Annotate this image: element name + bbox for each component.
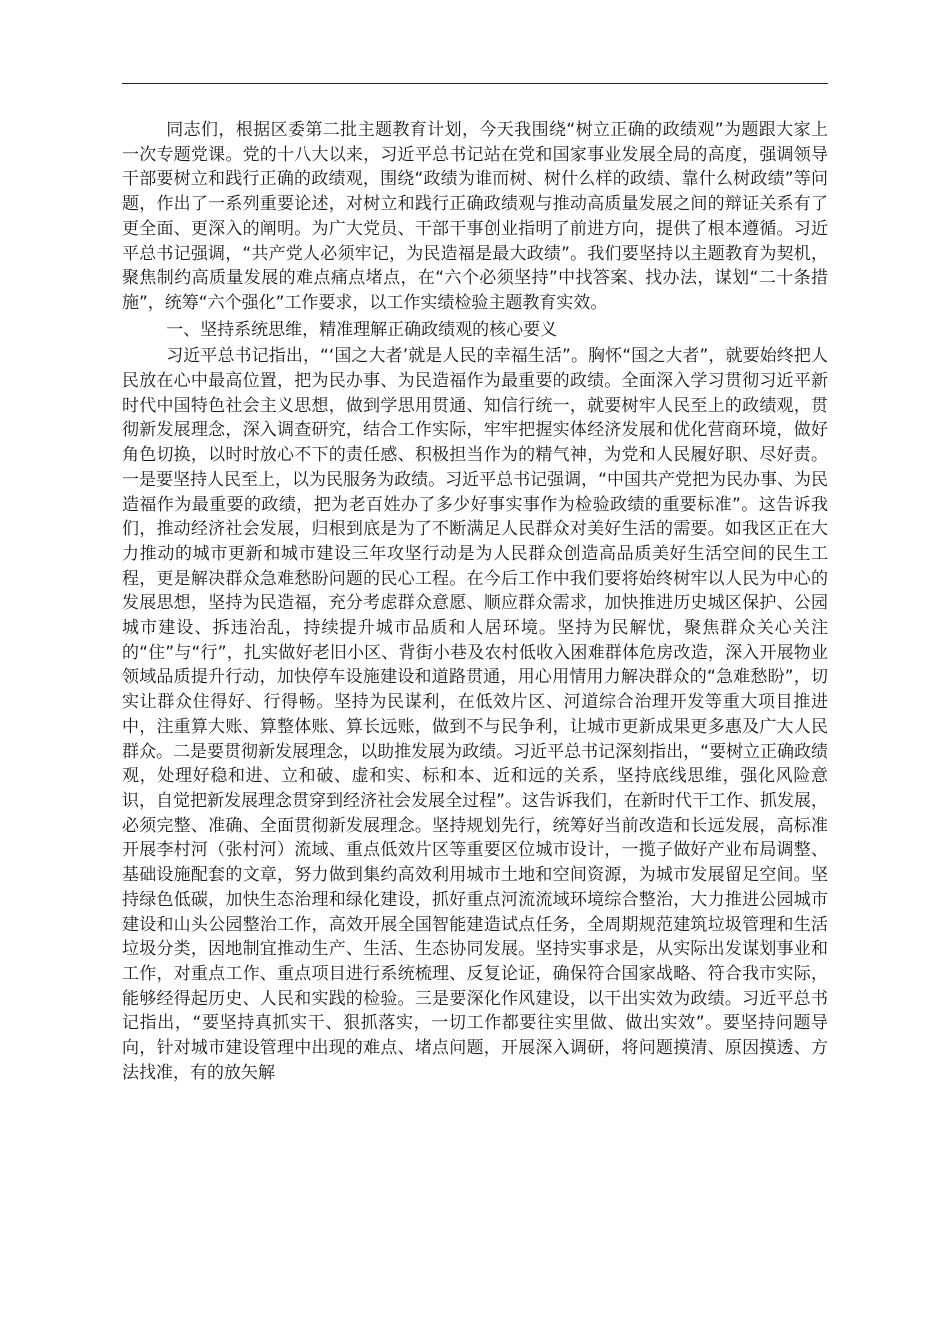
header-rule: [122, 83, 828, 84]
section-paragraph: 习近平总书记指出，“‘国之大者’就是人民的幸福生活”。胸怀“国之大者”，就要始终把人民放在心中最高位置，把为民办事、为民造福作为最重要的政绩。全面深入学习贯彻习近平新时代中国特色社会主义思想，做到学思用贯通、知信行统一，就要树牢人民至上的政绩观，贯彻新发展理念，深入调查研究，结合工作实际，牢牢把握实体经济发展和优化营商环境，做好角色切换，以时时放心不下的责任感、积极担当作为的精气神，为党和人民履好职、尽好责。一是要坚持人民至上，以为民服务为政绩。习近平总书记强调，“中国共产党把为民办事、为民造福作为最重要的政绩，把为老百姓办了多少好事实事作为检验政绩的重要标准”。这告诉我们，推动经济社会发展，归根到底是为了不断满足人民群众对美好生活的需要。如我区正在大力推动的城市更新和城市建设三年攻坚行动是为人民群众创造高品质美好生活空间的民生工程，更是解决群众急难愁盼问题的民心工程。在今后工作中我们要将始终树牢以人民为中心的发展思想，坚持为民造福，充分考虑群众意愿、顺应群众需求，加快推进历史城区保护、公园城市建设、拆违治乱，持续提升城市品质和人居环境。坚持为民解忧，聚焦群众关心关注的“住”与“行”，扎实做好老旧小区、背街小巷及农村低收入困难群体危房改造，深入开展物业领域品质提升行动，加快停车设施建设和道路贯通，用心用情用力解决群众的“急难愁盼”，切实让群众住得好、行得畅。坚持为民谋利，在低效片区、河道综合治理开发等重大项目推进中，注重算大账、算整体账、算长远账，做到不与民争利，让城市更新成果更多惠及广大人民群众。二是要贯彻新发展理念，以助推发展为政绩。习近平总书记深刻指出，“要树立正确政绩观，处理好稳和进、立和破、虚和实、标和本、近和远的关系，坚持底线思维，强化风险意识，自觉把新发展理念贯穿到经济社会发展全过程”。这告诉我们，在新时代干工作、抓发展，必须完整、准确、全面贯彻新发展理念。坚持规划先行，统筹好当前改造和长远发展，高标准开展李村河（张村河）流域、重点低效片区等重要区位城市设计，一揽子做好产业布局调整、基础设施配套的文章，努力做到集约高效利用城市土地和空间资源，为城市发展留足空间。坚持绿色低碳，加快生态治理和绿化建设，抓好重点河流流域环境综合整治，大力推进公园城市建设和山头公园整治工作，高效开展全国智能建造试点任务，全周期规范建筑垃圾管理和生活垃圾分类，因地制宜推动生产、生活、生态协同发展。坚持实事求是，从实际出发谋划事业和工作，对重点工作、重点项目进行系统梳理、反复论证，确保符合国家战略、符合我市实际，能够经得起历史、人民和实践的检验。三是要深化作风建设，以干出实效为政绩。习近平总书记指出，“要坚持真抓实干、狠抓落实，一切工作都要往实里做、做出实效”。要坚持问题导向，针对城市建设管理中出现的难点、堵点问题，开展深入调研，将问题摸清、原因摸透、方法找准，有的放矢解: [122, 346, 828, 1083]
intro-paragraph: 同志们，根据区委第二批主题教育计划，今天我围绕“树立正确的政绩观”为题跟大家上一次专题党课。党的十八大以来，习近平总书记站在党和国家事业发展全局的高度，强调领导干部要树立和践行正确的政绩观，围绕“政绩为谁而树、树什么样的政绩、靠什么树政绩”等问题，作出了一系列重要论述，对树立和践行正确政绩观与推动高质量发展之间的辩证关系有了更全面、更深入的阐明。为广大党员、干部干事创业指明了前进方向，提供了根本遵循。习近平总书记强调，“共产党人必须牢记，为民造福是最大政绩”。我们要坚持以主题教育为契机，聚焦制约高质量发展的难点痛点堵点，在“六个必须坚持”中找答案、找办法，谋划“二十条措施”，统筹“六个强化”工作要求，以工作实绩检验主题教育实效。: [122, 120, 828, 313]
section-heading: 一、坚持系统思维，精准理解正确政绩观的核心要义: [166, 319, 558, 340]
document-body: [122, 118, 828, 1085]
